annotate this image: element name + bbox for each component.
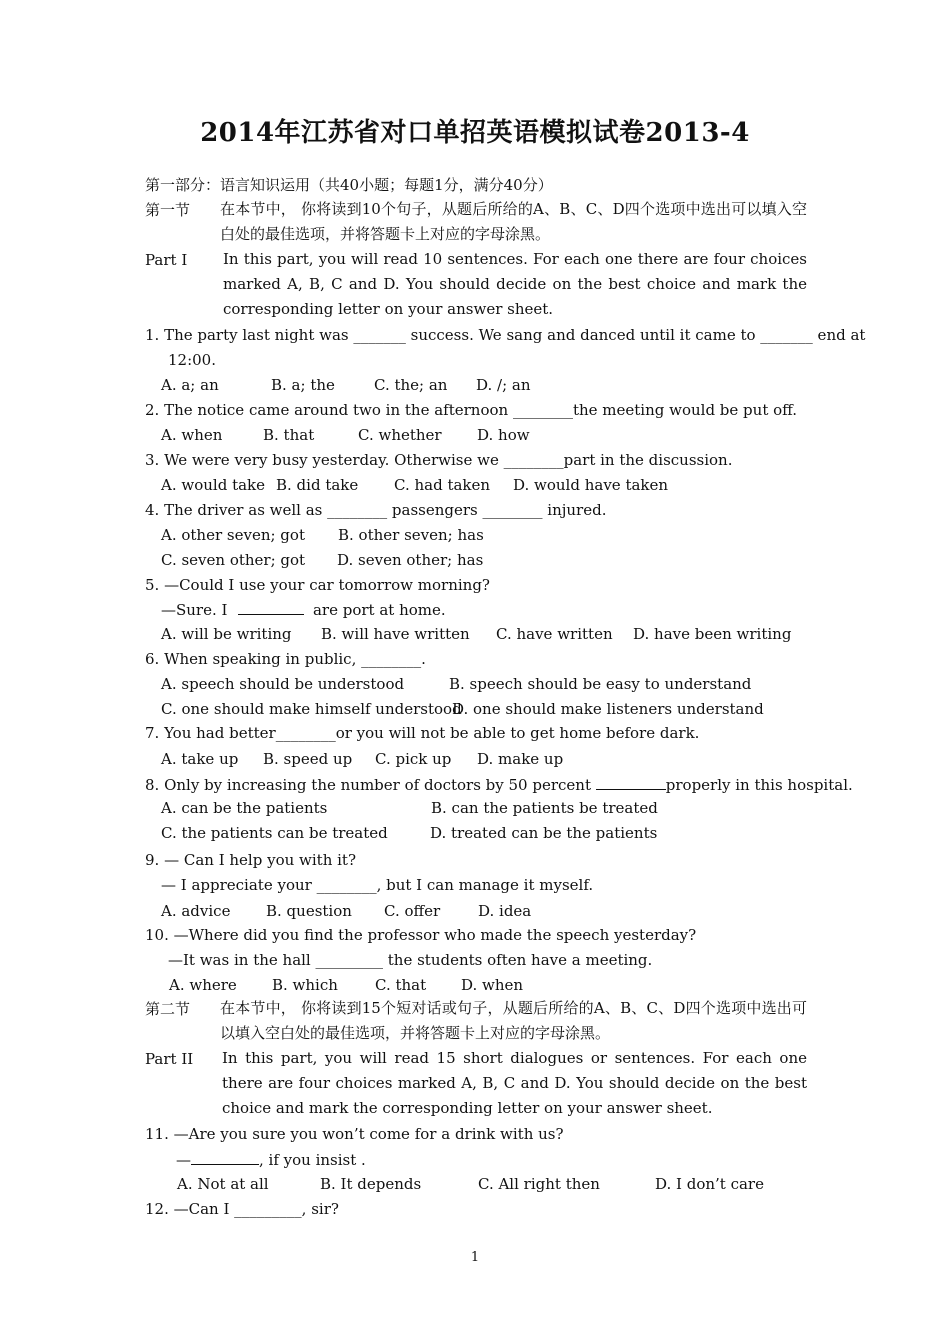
q3-stem: 3. We were very busy yesterday. Otherwise we ________part in the discussion. <box>145 451 733 469</box>
q2-option-d[interactable]: D. how <box>477 426 530 444</box>
q9-option-a[interactable]: A. advice <box>161 902 231 920</box>
q3-option-d[interactable]: D. would have taken <box>513 476 669 494</box>
q6-stem: 6. When speaking in public, ________. <box>145 650 426 668</box>
q10-reply: —It was in the hall _________ the students often have a meeting. <box>168 951 653 969</box>
q5-option-d[interactable]: D. have been writing <box>633 625 792 643</box>
q9-option-d[interactable]: D. idea <box>478 902 532 920</box>
section2-text-en: In this part, you will read 15 short dialogues or sentences. For each one there are four choices marked A, B, C and D. You should decide on the best choice and mark the corresponding letter on your answer sheet. <box>222 1049 807 1117</box>
q11-stem: 11. —Are you sure you won’t come for a drink with us? <box>145 1125 564 1143</box>
q2-stem: 2. The notice came around two in the afternoon ________the meeting would be put off. <box>145 401 798 419</box>
q8-option-a[interactable]: A. can be the patients <box>161 799 328 817</box>
q1-option-b[interactable]: B. a; the <box>271 376 335 394</box>
section1-text-en: In this part, you will read 10 sentences. For each one there are four choices marked A, B, C and D. You should decide on the best choice and mark the corresponding letter on your answer sheet. <box>223 250 807 318</box>
q5-option-b[interactable]: B. will have written <box>321 625 470 643</box>
section1-label-cn: 第一节 <box>145 201 191 219</box>
q7-option-d[interactable]: D. make up <box>477 750 564 768</box>
q9-option-b[interactable]: B. question <box>266 902 352 920</box>
q12-stem: 12. —Can I _________, sir? <box>145 1200 339 1218</box>
q8-blank <box>596 774 666 790</box>
page-title: 2014年江苏省对口单招英语模拟试卷2013-4 <box>200 118 750 148</box>
q5-reply-pre: —Sure. I <box>161 601 233 619</box>
q1-stem: 1. The party last night was _______ success. We sang and danced until it came to _______ end at <box>145 326 866 344</box>
q4-option-d[interactable]: D. seven other; has <box>337 551 484 569</box>
q11-blank <box>191 1149 259 1165</box>
q6-option-a[interactable]: A. speech should be understood <box>161 675 405 693</box>
q9-option-c[interactable]: C. offer <box>384 902 441 920</box>
q8-stem-post: properly in this hospital. <box>665 776 853 794</box>
q11-option-d[interactable]: D. I don’t care <box>655 1175 764 1193</box>
q11-reply <box>176 1149 366 1170</box>
q9-reply: — I appreciate your ________, but I can manage it myself. <box>161 876 594 894</box>
q10-stem: 10. —Where did you find the professor who made the speech yesterday? <box>145 926 697 944</box>
q5-stem: 5. —Could I use your car tomorrow morning? <box>145 576 490 594</box>
q2-option-a[interactable]: A. when <box>161 426 223 444</box>
q4-option-a[interactable]: A. other seven; got <box>161 526 305 544</box>
q8-option-d[interactable]: D. treated can be the patients <box>430 824 658 842</box>
q11-option-a[interactable]: A. Not at all <box>177 1175 269 1193</box>
page-number: 1 <box>470 1250 480 1265</box>
q10-option-a[interactable]: A. where <box>169 976 237 994</box>
q3-option-b[interactable]: B. did take <box>276 476 359 494</box>
q1-stem-cont: 12:00. <box>168 351 216 369</box>
q3-option-a[interactable]: A. would take <box>161 476 266 494</box>
q4-stem: 4. The driver as well as ________ passengers ________ injured. <box>145 501 607 519</box>
q5-reply <box>161 599 446 620</box>
q1-option-c[interactable]: C. the; an <box>374 376 448 394</box>
section1-label-en: Part I <box>145 251 188 269</box>
q4-option-b[interactable]: B. other seven; has <box>338 526 484 544</box>
q2-option-b[interactable]: B. that <box>263 426 315 444</box>
q11-option-c[interactable]: C. All right then <box>478 1175 600 1193</box>
q5-option-a[interactable]: A. will be writing <box>161 625 292 643</box>
q4-option-c[interactable]: C. seven other; got <box>161 551 306 569</box>
section2-label-en: Part II <box>145 1050 194 1068</box>
q8-stem <box>145 774 853 795</box>
q7-stem: 7. You had better________or you will not be able to get home before dark. <box>145 724 700 742</box>
q1-option-d[interactable]: D. /; an <box>476 376 531 394</box>
section2-text-cn: 在本节中， 你将读到15个短对话或句子，从题后所给的A、B、C、D四个选项中选出可以填入空白处的最佳选项，并将答题卡上对应的字母涂黑。 <box>220 999 807 1042</box>
q7-option-c[interactable]: C. pick up <box>375 750 452 768</box>
q5-blank <box>238 599 304 615</box>
q6-option-c[interactable]: C. one should make himself understood <box>161 700 462 718</box>
section2-label-cn: 第二节 <box>145 1000 191 1018</box>
q11-reply-pre: — <box>176 1151 191 1169</box>
q5-reply-post: are port at home. <box>308 601 446 619</box>
q10-option-c[interactable]: C. that <box>375 976 427 994</box>
q8-option-b[interactable]: B. can the patients be treated <box>431 799 658 817</box>
q10-option-d[interactable]: D. when <box>461 976 524 994</box>
q6-option-b[interactable]: B. speech should be easy to understand <box>449 675 752 693</box>
q5-option-c[interactable]: C. have written <box>496 625 613 643</box>
q7-option-b[interactable]: B. speed up <box>263 750 353 768</box>
q8-stem-pre: 8. Only by increasing the number of doctors by 50 percent <box>145 776 596 794</box>
part-header: 第一部分：语言知识运用（共40小题；每题1分，满分40分） <box>145 176 553 194</box>
q7-option-a[interactable]: A. take up <box>161 750 239 768</box>
q11-option-b[interactable]: B. It depends <box>320 1175 422 1193</box>
q2-option-c[interactable]: C. whether <box>358 426 442 444</box>
q6-option-d[interactable]: D. one should make listeners understand <box>452 700 764 718</box>
q9-stem: 9. — Can I help you with it? <box>145 851 356 869</box>
q1-option-a[interactable]: A. a; an <box>161 376 219 394</box>
q3-option-c[interactable]: C. had taken <box>394 476 491 494</box>
q11-reply-post: , if you insist . <box>259 1151 366 1169</box>
q10-option-b[interactable]: B. which <box>272 976 338 994</box>
q8-option-c[interactable]: C. the patients can be treated <box>161 824 388 842</box>
section1-text-cn: 在本节中， 你将读到10个句子，从题后所给的A、B、C、D四个选项中选出可以填入空白处的最佳选项，并将答题卡上对应的字母涂黑。 <box>220 200 807 243</box>
